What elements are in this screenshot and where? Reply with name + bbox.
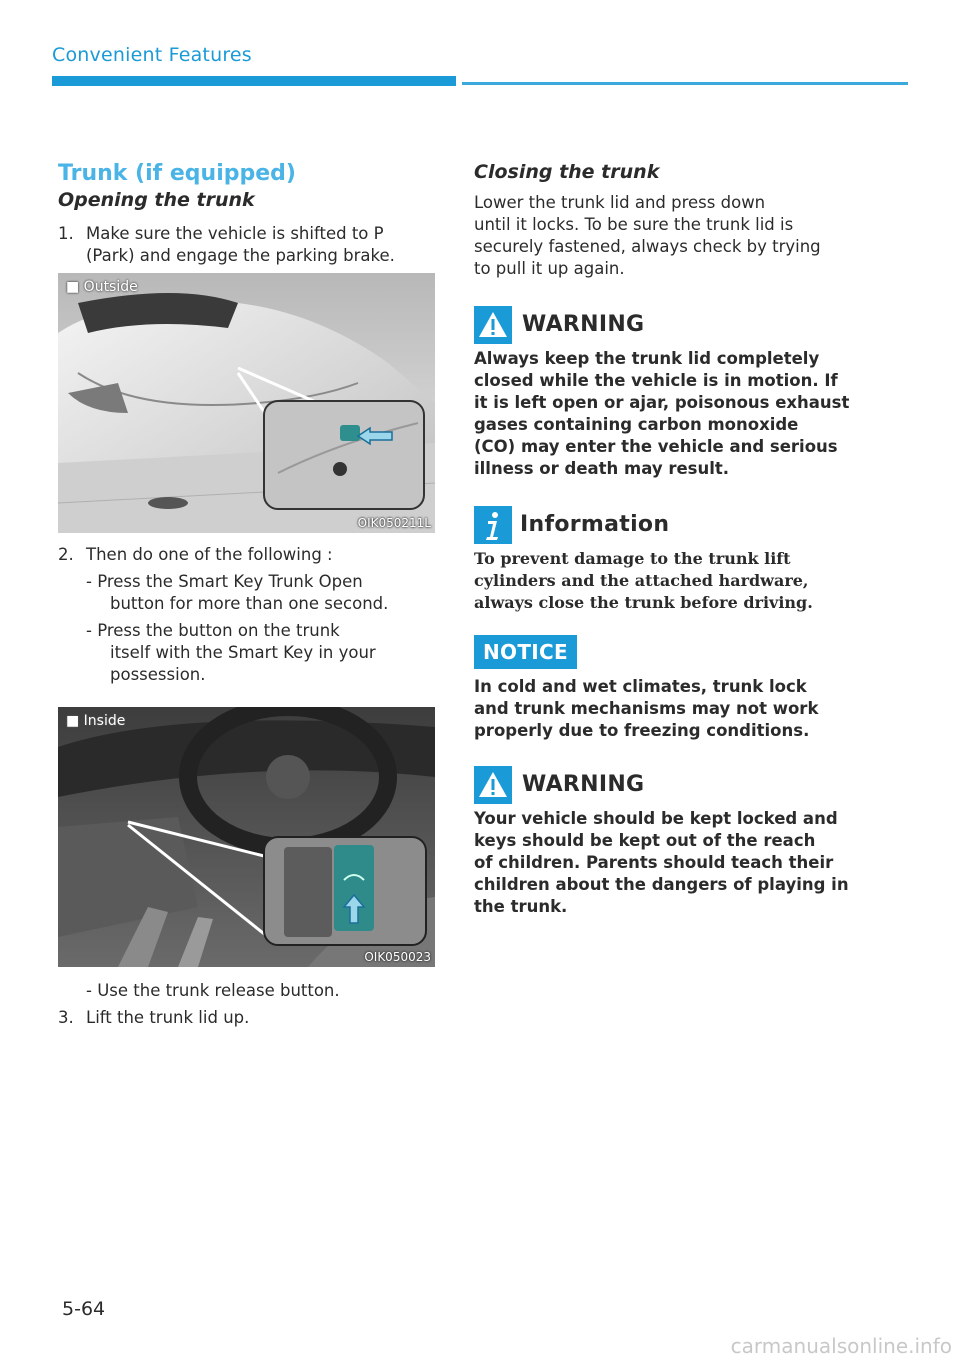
step1-line: (Park) and engage the parking brake. bbox=[86, 246, 395, 265]
warning-line: the trunk. bbox=[474, 897, 568, 916]
notice-heading: NOTICE bbox=[474, 635, 577, 669]
figure-trunk-inside bbox=[58, 707, 435, 967]
information-icon bbox=[474, 506, 512, 544]
bullet-line: button for more than one second. bbox=[110, 594, 389, 613]
bullet-line: - Use the trunk release button. bbox=[86, 981, 340, 1000]
warning-triangle-icon bbox=[474, 306, 512, 344]
warning-line: (CO) may enter the vehicle and serious bbox=[474, 437, 838, 456]
section-title: Trunk (if equipped) bbox=[58, 161, 296, 186]
page-number: 5-64 bbox=[62, 1298, 106, 1320]
trunk-outside-illustration bbox=[58, 273, 435, 533]
information-heading: Information bbox=[520, 512, 670, 537]
chapter-title: Convenient Features bbox=[52, 44, 252, 66]
warning-line: Your vehicle should be kept locked and bbox=[474, 809, 838, 828]
warning-line: illness or death may result. bbox=[474, 459, 730, 478]
closing-line: Lower the trunk lid and press down bbox=[474, 193, 766, 212]
trunk-inside-illustration bbox=[58, 707, 435, 967]
bullet-line: - Press the button on the trunk bbox=[86, 621, 340, 640]
step-number: 2. bbox=[58, 545, 74, 564]
information-line: always close the trunk before driving. bbox=[474, 593, 813, 612]
warning-heading: WARNING bbox=[522, 772, 645, 797]
warning-line: it is left open or ajar, poisonous exhaust bbox=[474, 393, 850, 412]
figure-code: OIK050211L bbox=[357, 516, 431, 530]
warning-heading: WARNING bbox=[522, 312, 645, 337]
subtitle-opening: Opening the trunk bbox=[58, 189, 255, 211]
warning-line: Always keep the trunk lid completely bbox=[474, 349, 820, 368]
figure-label-outside: ■ Outside bbox=[66, 279, 138, 295]
header-rule-accent bbox=[52, 76, 456, 86]
information-line: To prevent damage to the trunk lift bbox=[474, 549, 791, 568]
subtitle-closing: Closing the trunk bbox=[474, 161, 660, 183]
notice-line: properly due to freezing conditions. bbox=[474, 721, 810, 740]
step1-line: Make sure the vehicle is shifted to P bbox=[86, 224, 384, 243]
warning-line: of children. Parents should teach their bbox=[474, 853, 834, 872]
warning-line: gases containing carbon monoxide bbox=[474, 415, 799, 434]
warning-line: children about the dangers of playing in bbox=[474, 875, 849, 894]
watermark: carmanualsonline.info bbox=[730, 1334, 952, 1358]
figure-code: OIK050023 bbox=[364, 950, 431, 964]
closing-line: to pull it up again. bbox=[474, 259, 625, 278]
step3-text: Lift the trunk lid up. bbox=[86, 1008, 250, 1027]
closing-line: securely fastened, always check by trying bbox=[474, 237, 821, 256]
warning-triangle-icon bbox=[474, 766, 512, 804]
header-rule-thin bbox=[462, 82, 908, 85]
closing-line: until it locks. To be sure the trunk lid is bbox=[474, 215, 794, 234]
step2-text: Then do one of the following : bbox=[86, 545, 333, 564]
information-line: cylinders and the attached hardware, bbox=[474, 571, 809, 590]
bullet-line: possession. bbox=[110, 665, 206, 684]
warning-line: closed while the vehicle is in motion. If bbox=[474, 371, 838, 390]
step-number: 3. bbox=[58, 1008, 74, 1027]
step-number: 1. bbox=[58, 224, 74, 243]
bullet-line: - Press the Smart Key Trunk Open bbox=[86, 572, 363, 591]
figure-trunk-outside bbox=[58, 273, 435, 533]
notice-line: In cold and wet climates, trunk lock bbox=[474, 677, 807, 696]
notice-line: and trunk mechanisms may not work bbox=[474, 699, 819, 718]
bullet-line: itself with the Smart Key in your bbox=[110, 643, 376, 662]
warning-line: keys should be kept out of the reach bbox=[474, 831, 816, 850]
figure-label-inside: ■ Inside bbox=[66, 713, 126, 729]
